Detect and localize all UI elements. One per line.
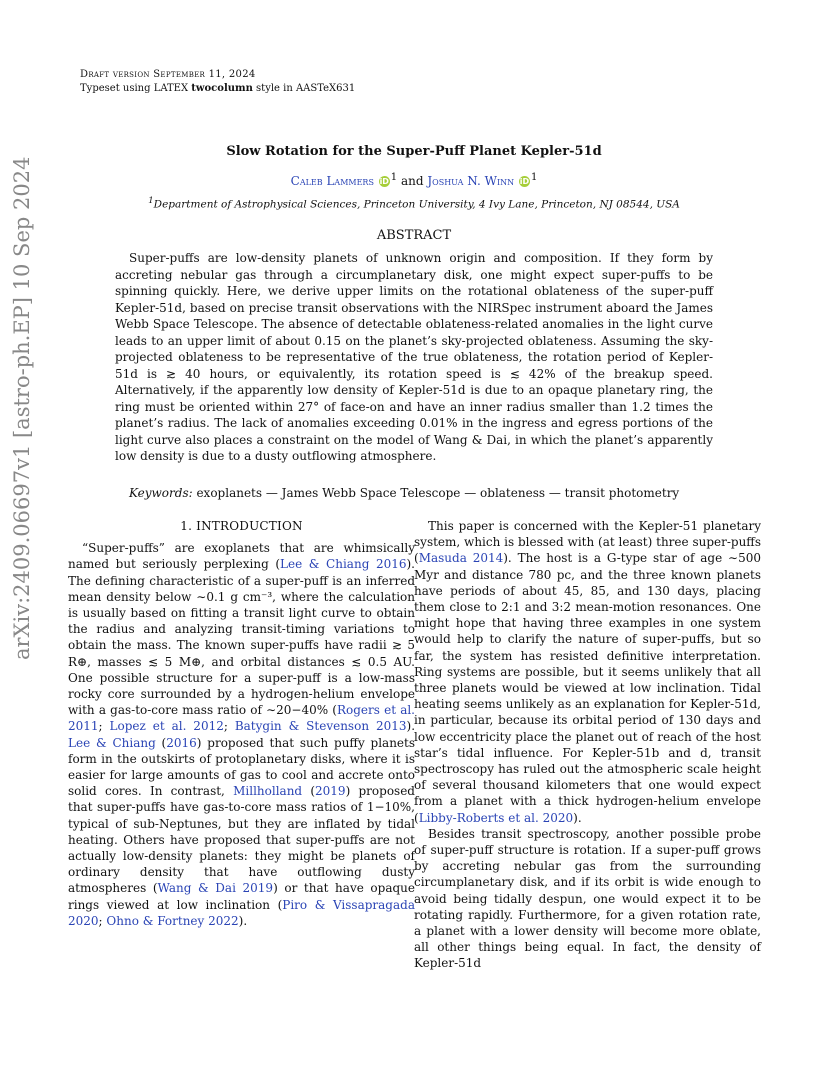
author-winn-link[interactable]: Joshua N. Winn	[427, 174, 515, 188]
abstract-text: Super-puffs are low-density planets of unknown origin and composition. If they form by accreting nebular gas through a circumplanetary disk, one might expect super-puffs to be spinning quickly. Here, we derive upper limits on the rotational oblateness of the super-puff Kepler-51d, based on precise transit observations with the NIRSpec instrument aboard the James Webb Space Telescope. The absence of detectable oblateness-related anomalies in the light curve leads to an upper limit of about 0.15 on the planet’s sky-projected oblateness. Assuming the sky-projected oblateness to be representative of the true oblateness, the rotation period of Kepler-51d is ≳ 40 hours, or equivalently, its rotation speed is ≲ 42% of the breakup speed. Alternatively, if the apparently low density of Kepler-51d is due to an opaque planetary ring, the ring must be oriented within 27° of face-on and have an inner radius smaller than 1.2 times the planet’s radius. The lack of anomalies exceeding 0.01% in the ingress and egress portions of the light curve also places a constraint on the model of Wang & Dai, in which the planet’s apparently low density is due to a dusty outflowing atmosphere.	[115, 251, 713, 463]
author-lammers-link[interactable]: Caleb Lammers	[290, 174, 374, 188]
citation-link[interactable]: Wang & Dai 2019	[157, 881, 274, 896]
abstract-heading: ABSTRACT	[376, 228, 452, 243]
citation-link[interactable]: Lee & Chiang	[68, 735, 156, 750]
author-list: Caleb Lammers iD $^1$ and Joshua N. Winn iD $^1$	[290, 172, 538, 188]
citation-link[interactable]: Libby-Roberts et al. 2020	[418, 810, 574, 825]
paragraph-text: ) proposed that such puffy planets form in the outskirts of protoplanetary disks, where it is easier for large amounts of gas to cool and accrete onto solid cores. In contrast,	[68, 735, 416, 799]
paragraph-text: (	[155, 735, 167, 750]
paragraph-text: ) or that have opaque rings viewed at low inclination (	[68, 881, 415, 912]
citation-link[interactable]: 2016	[166, 735, 197, 750]
intro-paragraph-2	[414, 518, 761, 826]
keywords-text: exoplanets — James Webb Space Telescope — oblateness — transit photometry	[192, 486, 680, 500]
affiliation: $^1$Department of Astrophysical Sciences, Princeton University, 4 Ivy Lane, Princeton, NJ 08544, USA	[148, 196, 680, 211]
orcid-icon[interactable]: iD	[519, 177, 530, 186]
intro-paragraph-1	[68, 540, 415, 929]
citation-link[interactable]: Lee & Chiang 2016	[280, 557, 407, 572]
paragraph-text: ).	[406, 719, 416, 734]
citation-link[interactable]: Lopez et al. 2012	[109, 719, 224, 734]
paragraph-text: ) proposed that super-puffs have gas-to-core mass ratios of 1−10%, typical of sub-Neptunes, but they are inflated by tidal heating. Others have proposed that super-puffs are not actually low-density planets: they might be planets of ordinary density that have outflowing dusty atmospheres (	[68, 784, 415, 896]
citation-link[interactable]: Millholland	[233, 784, 303, 799]
typeset-line: Typeset using LATEX twocolumn style in AASTeX631	[80, 83, 356, 94]
section-heading: 1. INTRODUCTION	[180, 519, 303, 533]
citation-link[interactable]: Masuda 2014	[418, 551, 504, 566]
draft-header	[80, 68, 355, 96]
keywords	[115, 486, 713, 500]
paragraph-text: Besides transit spectroscopy, another possible probe of super-puff structure is rotation. If a super-puff grows by accreting nebular gas from the surrounding circumplanetary disk, and if its orbit is wide enough to avoid being tidally despun, one would expect it to be rotating rapidly. Furthermore, for a given rotation rate, a planet with a lower density will become more oblate, all other things being equal. In fact, the density of Kepler-51d	[414, 826, 761, 971]
paragraph-text: ).	[573, 810, 582, 825]
paragraph-text: ;	[98, 913, 107, 928]
paragraph-text: ;	[98, 719, 110, 734]
paragraph-text: ;	[223, 719, 235, 734]
citation-link[interactable]: Piro & Vissapragada 2020	[68, 897, 415, 928]
paragraph-text: ). The host is a G-type star of age ∼500 Myr and distance 780 pc, and the three known planets have periods of about 45, 85, and 130 days, placing them close to 2:1 and 3:2 mean-motion resonances. One might hope that having three examples in one system would help to clarify the nature of super-puffs, but so far, the system has resisted definitive interpretation. Ring systems are possible, but it seems unlikely that all three planets would be viewed at low inclination. Tidal heating seems unlikely as an explanation for Kepler-51d, in particular, because its orbital period of 130 days and low eccentricity place the planet out of reach of the host star’s tidal influence. For Kepler-51b and d, transit spectroscopy has ruled out the atmospheric scale height of several thousand kilometers that one would expect from a planet with a thick hydrogen-helium envelope (	[414, 551, 761, 825]
paragraph-text: ).	[238, 913, 248, 928]
latex-logo: LATEX	[153, 83, 189, 94]
citation-link[interactable]: Batygin & Stevenson 2013	[234, 719, 407, 734]
citation-link[interactable]: Rogers et al. 2011	[68, 703, 415, 734]
paragraph-text: ). The defining characteristic of a super-puff is an inferred mean density below ∼0.1 g cm⁻³, where the calculation is usually based on fitting a transit light curve to obtain the radius and analyzing transit-timing variations to obtain the mass. The known super-puffs have radii ≳ 5 R⊕, masses ≲ 5 M⊕, and orbital distances ≲ 0.5 AU. One possible structure for a super-puff is a low-mass rocky core surrounded by a hydrogen-helium envelope with a gas-to-core mass ratio of ∼20−40% (	[68, 557, 415, 718]
citation-link[interactable]: Ohno & Fortney 2022	[106, 913, 239, 928]
paragraph-text: (	[302, 784, 316, 799]
keywords-label: Keywords:	[129, 486, 193, 500]
paper-title: Slow Rotation for the Super-Puff Planet Kepler-51d	[226, 144, 602, 159]
paragraph-text: This paper is concerned with the Kepler-51 planetary system, which is blessed with (at least) three super-puffs (	[414, 519, 761, 566]
orcid-icon[interactable]: iD	[379, 177, 389, 186]
left-column	[68, 518, 415, 929]
arxiv-identifier: arXiv:2409.06697v1 [astro-ph.EP] 10 Sep 2024	[10, 156, 34, 660]
draft-version-line: Draft version September 11, 2024	[80, 69, 256, 80]
intro-paragraph-3	[414, 826, 761, 972]
citation-link[interactable]: 2019	[315, 784, 346, 799]
right-column	[414, 518, 761, 972]
paragraph-text: “Super-puffs” are exoplanets that are whimsically named but seriously perplexing (	[68, 541, 415, 572]
